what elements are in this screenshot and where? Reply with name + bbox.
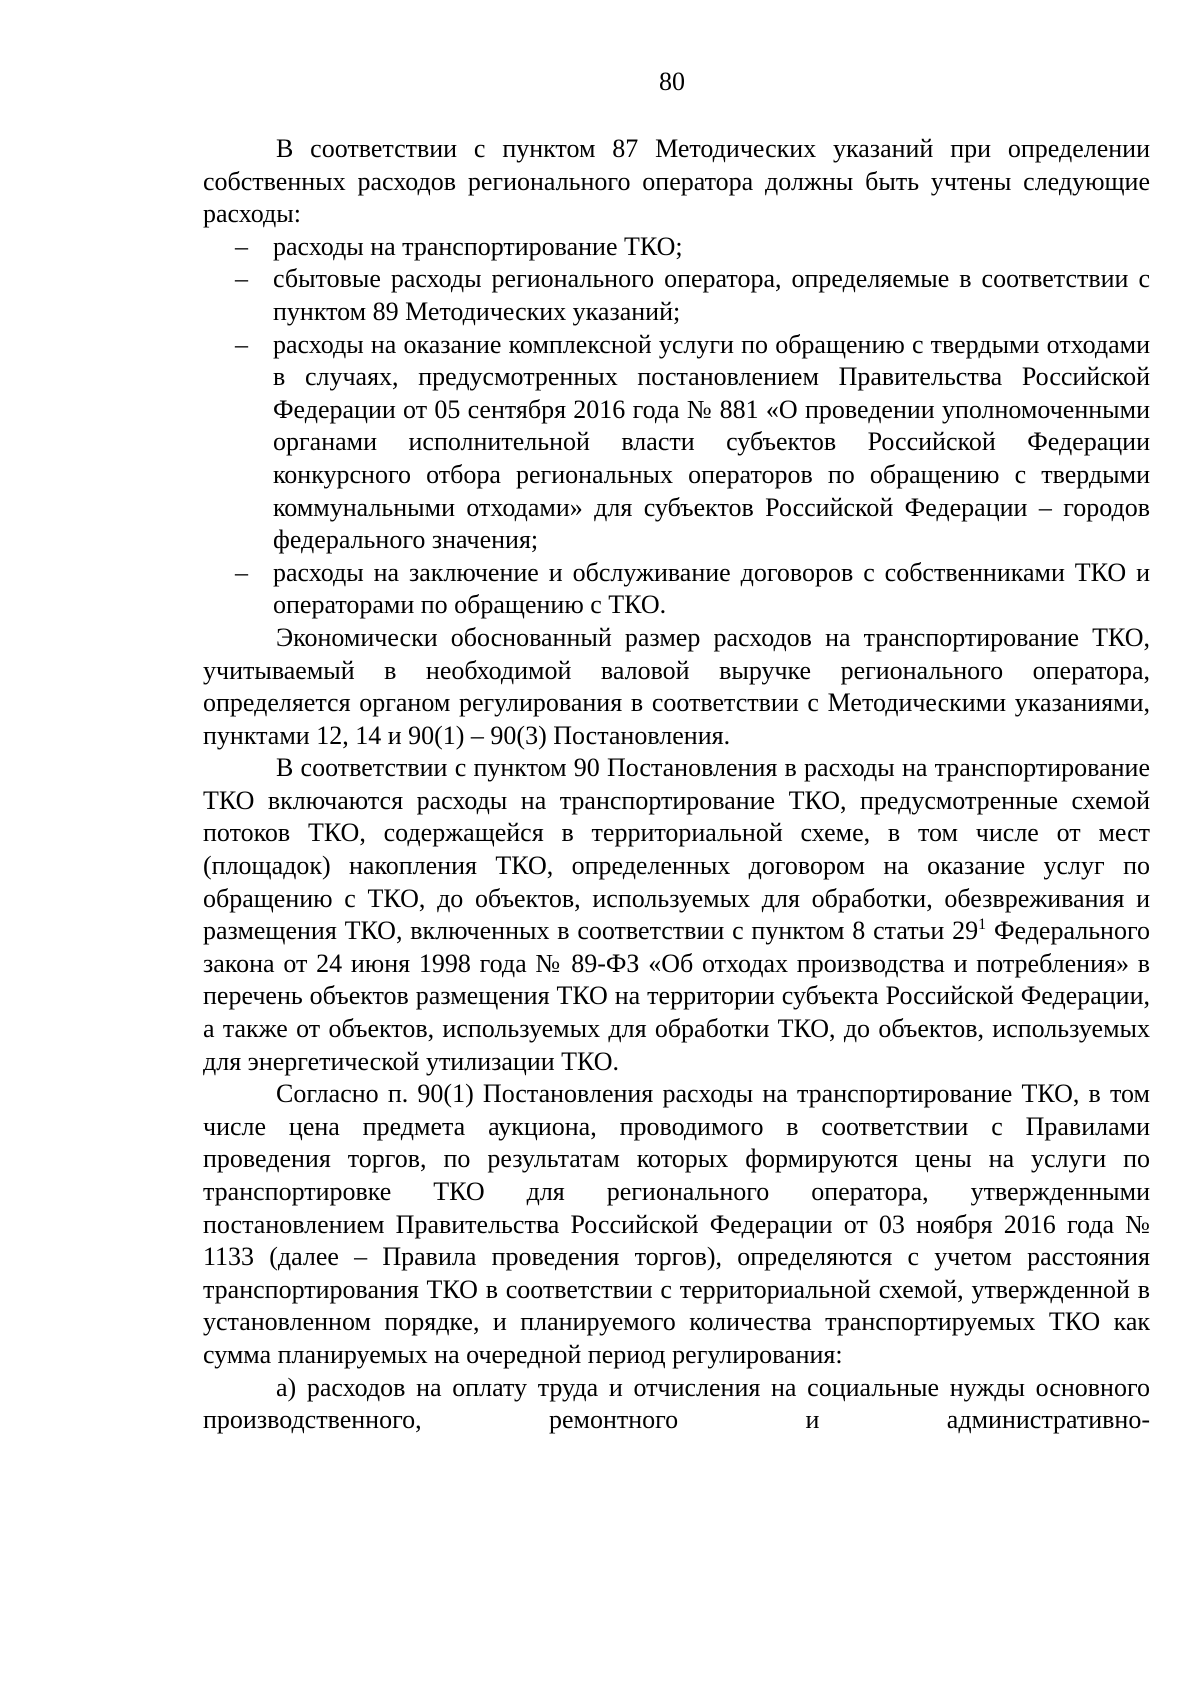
list-item-text: расходы на оказание комплексной услуги по обращению с твердыми отходами в случаях, предусмотренных постановлением Правительства Российской Федерации от 05 сентября 2016 года № 881 «О проведении уполномоченными органами исполнительной власти субъектов Российской Федерации конкурсного отбора региональных операторов по обращению с твердыми коммунальными отходами» для субъектов Российской Федерации – городов федерального значения;: [273, 329, 1150, 555]
list-dash: –: [235, 557, 248, 587]
page-number-text: 80: [659, 67, 685, 96]
list-item: [203, 557, 1150, 622]
paragraph-item-a: а) расходов на оплату труда и отчисления на социальные нужды основного производственного, ремонтного и административно-: [203, 1372, 1150, 1435]
list-item-text: расходы на транспортирование ТКО;: [273, 231, 683, 261]
list-item: [203, 231, 1150, 264]
list-item-text: расходы на заключение и обслуживание договоров с собственниками ТКО и операторами по обращению с ТКО.: [273, 557, 1150, 620]
paragraph-point-90-text-end: Федерального закона от 24 июня 1998 года № 89-ФЗ «Об отходах производства и потребления» в перечень объектов размещения ТКО на территории субъекта Российской Федерации, а также от объектов, используемых для обработки ТКО, до объектов, используемых для энергетической утилизации ТКО.: [203, 916, 1150, 1076]
intro-paragraph: В соответствии с пунктом 87 Методических указаний при определении собственных расходов регионального оператора должны быть учтены следующие расходы:: [203, 134, 1150, 229]
paragraph-point-90-text-start: В соответствии с пунктом 90 Постановления в расходы на транспортирование ТКО включаются расходы на транспортирование ТКО, предусмотренные схемой потоков ТКО, содержащейся в территориальной схеме, в том числе от мест (площадок) накопления ТКО, определенных договором на оказание услуг по обращению с ТКО, до объектов, используемых для обработки, обезвреживания и размещения ТКО, включенных в соответствии с пунктом 8 статьи 29: [203, 753, 1150, 946]
superscript-note: 1: [978, 916, 987, 934]
list-item: [203, 263, 1150, 328]
list-item-text: сбытовые расходы регионального оператора, определяемые в соответствии с пунктом 89 Методических указаний;: [273, 264, 1150, 326]
list-item: [203, 329, 1150, 557]
list-dash: –: [235, 231, 248, 261]
page-number: [0, 66, 1200, 98]
document-body: [203, 133, 1150, 1437]
paragraph-point-90-1: Согласно п. 90(1) Постановления расходы на транспортирование ТКО, в том числе цена предмета аукциона, проводимого в соответствии с Правилами проведения торгов, по результатам которых формируются цены на услуги по транспортировке ТКО для регионального оператора, утвержденными постановлением Правительства Российской Федерации от 03 ноября 2016 года № 1133 (далее – Правила проведения торгов), определяются с учетом расстояния транспортирования ТКО в соответствии с территориальной схемой, утвержденной в установленном порядке, и планируемого количества транспортируемых ТКО как сумма планируемых на очередной период регулирования:: [203, 1079, 1150, 1369]
list-dash: –: [235, 264, 248, 294]
paragraph-point-90: [203, 752, 1150, 1078]
paragraph-economic-size: Экономически обоснованный размер расходов на транспортирование ТКО, учитываемый в необходимой валовой выручке регионального оператора, определяется органом регулирования в соответствии с Методическими указаниями, пунктами 12, 14 и 90(1) – 90(3) Постановления.: [203, 622, 1150, 750]
expense-list: [203, 231, 1150, 622]
list-dash: –: [235, 329, 248, 359]
